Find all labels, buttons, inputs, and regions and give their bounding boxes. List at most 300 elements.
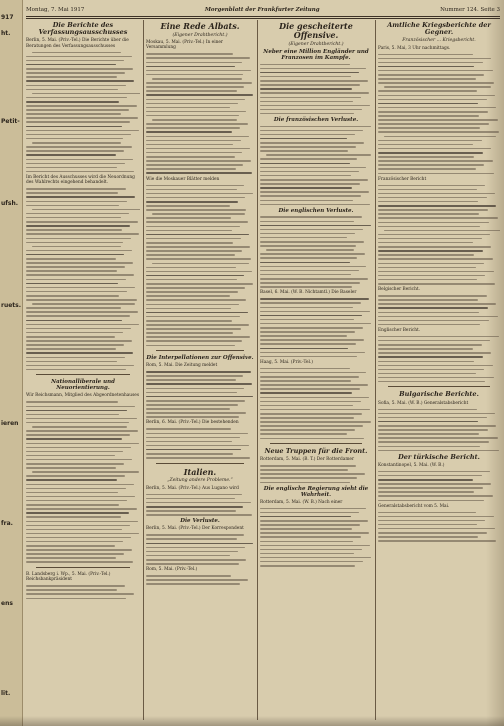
- text-line: [26, 217, 121, 219]
- text-line: [378, 193, 495, 195]
- text-line: [260, 335, 347, 337]
- text-line: [378, 197, 487, 199]
- text-line: [146, 197, 245, 199]
- text-line: [26, 512, 129, 514]
- text-line: [260, 113, 354, 115]
- text-line: [26, 508, 137, 510]
- text-line: [146, 332, 233, 334]
- text-line: [384, 230, 500, 232]
- text-line: [26, 229, 122, 231]
- text-line: [260, 245, 356, 247]
- text-line: [378, 250, 483, 252]
- text-line: [378, 475, 482, 477]
- text-line: [146, 457, 250, 459]
- text-line: [26, 266, 125, 268]
- column-divider: [143, 20, 144, 720]
- col3-heading-3: Die englischen Verluste.: [278, 207, 354, 214]
- text-line: [260, 343, 356, 345]
- text-line: [26, 516, 121, 518]
- text-line: [26, 163, 125, 165]
- text-line: [26, 369, 126, 371]
- text-line: [378, 303, 496, 305]
- text-line: [26, 500, 127, 502]
- edge-fragment: ruets.: [1, 302, 22, 309]
- text-line: [378, 54, 473, 56]
- text-line: [260, 126, 371, 128]
- col4-heading: Amtliche Kriegsberichte der Gegner.: [387, 22, 491, 37]
- text-line: [26, 291, 127, 293]
- text-line: [26, 274, 134, 276]
- text-line: [26, 56, 132, 58]
- text-line: [378, 70, 493, 72]
- text-line: [146, 103, 238, 105]
- col1-paragraph: Im Bericht des Ausschusses wird die Neuordnung des Wahlrechts eingehend behandelt.: [26, 174, 135, 186]
- col3-paragraph: Rotterdam, 5. Mai. (B. T.) Der Rotterdamer: [260, 457, 354, 463]
- text-line: [260, 401, 361, 403]
- text-line: [26, 238, 131, 240]
- col2-text-block: [146, 534, 254, 564]
- text-line: [378, 528, 495, 530]
- col3-heading-4: Neue Truppen für die Front.: [264, 447, 368, 456]
- col1-footer: B. Landsberg i. Wp., 5. Mai. (Priv.-Tel.) Reichsbankpräsident: [26, 571, 111, 583]
- text-line: [146, 445, 249, 447]
- text-line: [378, 140, 482, 142]
- col1-text-block: [26, 401, 140, 563]
- header-rule: [26, 18, 500, 19]
- text-line: [260, 101, 353, 103]
- text-line: [26, 340, 132, 342]
- text-line: [26, 130, 139, 132]
- text-line: [26, 401, 118, 403]
- text-line: [146, 287, 245, 289]
- text-line: [26, 589, 117, 591]
- text-line: [146, 375, 243, 377]
- text-line: [378, 336, 499, 338]
- text-line: [260, 150, 348, 152]
- col2-subheading-3: „Zeitung andere Probleme.“: [167, 478, 233, 484]
- text-line: [26, 311, 138, 313]
- text-line: [378, 267, 476, 269]
- text-line: [146, 379, 236, 381]
- col3-text-block: [260, 126, 372, 206]
- text-line: [378, 148, 491, 150]
- text-line: [146, 371, 251, 373]
- text-line: [260, 175, 351, 177]
- text-line: [146, 453, 233, 455]
- text-line: [260, 68, 366, 70]
- text-line: [146, 160, 251, 162]
- text-line: [378, 90, 477, 92]
- text-line: [32, 142, 121, 144]
- text-line: [260, 187, 352, 189]
- text-line: [146, 437, 240, 439]
- text-line: [26, 213, 129, 215]
- text-line: [26, 496, 135, 498]
- text-line: [146, 441, 232, 443]
- text-line: [260, 253, 365, 255]
- text-line: [26, 138, 123, 140]
- text-line: [146, 205, 230, 207]
- text-line: [378, 316, 498, 318]
- text-line: [378, 450, 499, 452]
- text-line: [260, 183, 360, 185]
- col3-text-block: [260, 298, 372, 357]
- text-line: [260, 233, 355, 235]
- edge-fragment: fra.: [1, 520, 13, 527]
- text-line: [26, 438, 122, 440]
- text-line: [378, 271, 494, 273]
- column-divider: [257, 20, 258, 720]
- text-line: [26, 105, 137, 107]
- text-line: [146, 86, 244, 88]
- text-line: [266, 154, 371, 156]
- text-line: [26, 196, 135, 198]
- col2-text-block: [146, 53, 254, 174]
- text-line: [26, 484, 134, 486]
- text-line: [26, 328, 131, 330]
- text-line: [378, 95, 495, 97]
- col3-heading: Die gescheiterte Offensive.: [279, 22, 353, 40]
- text-line: [266, 249, 354, 251]
- text-line: [146, 99, 245, 101]
- text-line: [260, 528, 352, 530]
- text-line: [260, 97, 361, 99]
- text-line: [260, 109, 362, 111]
- text-line: [378, 66, 474, 68]
- text-line: [378, 123, 489, 125]
- text-line: [260, 465, 356, 467]
- text-line: [146, 107, 230, 109]
- text-line: [260, 397, 369, 399]
- edge-fragment: ht.: [1, 30, 11, 37]
- text-line: [146, 70, 251, 72]
- text-line: [378, 425, 496, 427]
- col3-subheading: (Eigener Drahtbericht.): [288, 41, 344, 47]
- text-line: [26, 459, 132, 461]
- text-line: [378, 365, 493, 367]
- text-line: [378, 144, 473, 146]
- text-line: [260, 348, 348, 350]
- text-line: [146, 555, 230, 557]
- text-line: [26, 299, 137, 301]
- text-line: [146, 230, 232, 232]
- col2-paragraph: Rom, 5. Mai. (Priv.-Tel.): [146, 567, 198, 573]
- text-line: [146, 221, 248, 223]
- text-line: [378, 373, 476, 375]
- text-line: [378, 437, 498, 439]
- text-line: [146, 217, 231, 219]
- text-line: [146, 412, 246, 414]
- text-line: [146, 543, 253, 545]
- text-line: [378, 299, 478, 301]
- text-line: [378, 516, 494, 518]
- text-line: [260, 158, 357, 160]
- text-line: [260, 307, 353, 309]
- text-line: [260, 72, 359, 74]
- text-line: [378, 263, 484, 265]
- text-line: [260, 549, 362, 551]
- text-line: [146, 234, 249, 236]
- section-separator: [36, 567, 130, 568]
- text-line: [146, 510, 236, 512]
- col3-text-block: [260, 64, 372, 115]
- text-line: [260, 80, 368, 82]
- text-line: [260, 429, 355, 431]
- text-line: [26, 406, 135, 408]
- text-line: [260, 225, 371, 227]
- text-line: [260, 339, 364, 341]
- text-line: [146, 498, 235, 500]
- text-line: [26, 430, 138, 432]
- text-line: [260, 565, 355, 567]
- text-line: [146, 185, 244, 187]
- text-line: [378, 238, 482, 240]
- text-line: [260, 536, 361, 538]
- text-line: [32, 246, 121, 248]
- text-line: [260, 421, 371, 423]
- text-line: [378, 156, 474, 158]
- text-line: [378, 127, 480, 129]
- text-line: [26, 336, 115, 338]
- text-line: [378, 369, 484, 371]
- text-line: [146, 304, 239, 306]
- column-2: [146, 22, 254, 714]
- text-line: [260, 204, 370, 206]
- page-header: [26, 4, 500, 17]
- text-line: [146, 408, 230, 410]
- text-line: [152, 78, 242, 80]
- text-line: [26, 418, 137, 420]
- text-line: [378, 487, 483, 489]
- text-line: [260, 298, 369, 300]
- edge-fragment: ens: [1, 600, 13, 607]
- text-line: [146, 295, 230, 297]
- text-line: [260, 508, 366, 510]
- text-line: [260, 237, 347, 239]
- text-line: [260, 88, 352, 90]
- col3-paragraph: Rotterdam, 5. Mai. (W. B.) Nach einer: [260, 499, 343, 505]
- text-line: [378, 324, 480, 326]
- section-separator: [270, 443, 362, 444]
- text-line: [32, 93, 140, 95]
- text-line: [378, 320, 489, 322]
- text-line: [260, 282, 360, 284]
- text-line: [32, 426, 127, 428]
- text-line: [146, 547, 245, 549]
- text-line: [26, 72, 125, 74]
- text-line: [260, 356, 357, 358]
- text-line: [378, 222, 489, 224]
- col2-heading-2: Die Interpellationen zur Offensive.: [146, 355, 254, 362]
- text-line: [26, 549, 132, 551]
- text-line: [146, 275, 244, 277]
- col2-paragraph: Moskau, 5. Mai. (Priv.-Tel.) In einer Versammlung: [146, 40, 223, 51]
- text-line: [260, 512, 359, 514]
- text-line: [26, 64, 116, 66]
- text-line: [146, 90, 237, 92]
- text-line: [260, 520, 368, 522]
- text-line: [260, 327, 363, 329]
- text-line: [260, 171, 359, 173]
- text-line: [146, 320, 232, 322]
- header-masthead: Morgenblatt der Frankfurter Zeitung: [204, 7, 320, 13]
- column-1: [26, 22, 140, 714]
- text-line: [26, 320, 122, 322]
- text-line: [146, 140, 241, 142]
- text-line: [26, 295, 119, 297]
- text-line: [26, 365, 134, 367]
- text-line: [146, 575, 231, 577]
- text-line: [378, 160, 493, 162]
- text-line: [260, 262, 350, 264]
- text-line: [152, 263, 249, 265]
- text-line: [260, 473, 365, 475]
- text-line: [260, 286, 352, 288]
- text-line: [146, 53, 233, 55]
- text-line: [378, 58, 491, 60]
- text-line: [26, 154, 116, 156]
- text-line: [146, 433, 248, 435]
- col3-paragraph: Basel, 6. Mai. (W. B. Nichtamtl.) Die Baseler: [260, 290, 357, 296]
- text-line: [260, 413, 362, 415]
- text-line: [378, 111, 488, 113]
- text-line: [146, 258, 251, 260]
- text-line: [378, 532, 487, 534]
- text-line: [378, 131, 499, 133]
- text-line: [32, 303, 135, 305]
- text-line: [146, 62, 242, 64]
- text-line: [26, 410, 127, 412]
- text-line: [260, 524, 360, 526]
- text-line: [146, 226, 240, 228]
- text-line: [26, 467, 116, 469]
- text-line: [378, 74, 484, 76]
- text-line: [260, 266, 366, 268]
- header-issue: Nummer 124. Seite 3: [440, 7, 500, 13]
- text-line: [146, 66, 235, 68]
- text-line: [146, 131, 232, 133]
- text-line: [378, 82, 494, 84]
- text-line: [378, 99, 487, 101]
- text-line: [26, 434, 130, 436]
- text-line: [26, 146, 132, 148]
- text-line: [260, 64, 350, 66]
- text-line: [26, 167, 117, 169]
- col4-heading-2: Bulgarische Berichte.: [399, 390, 479, 399]
- text-line: [146, 189, 237, 191]
- text-line: [146, 123, 248, 125]
- text-line: [378, 520, 485, 522]
- text-line: [260, 545, 370, 547]
- text-line: [378, 377, 494, 379]
- text-line: [146, 267, 236, 269]
- text-line: [146, 57, 250, 59]
- text-line: [146, 82, 252, 84]
- text-line: [26, 463, 124, 465]
- text-line: [378, 441, 489, 443]
- text-line: [146, 538, 237, 540]
- text-line: [260, 130, 363, 132]
- text-line: [260, 278, 368, 280]
- text-line: [260, 433, 347, 435]
- col3-heading-b: Neber eine Million Engländer und Franzosen im Kampfe.: [263, 48, 369, 61]
- text-line: [378, 185, 485, 187]
- text-line: [146, 388, 244, 390]
- text-line: [146, 254, 235, 256]
- text-line: [260, 392, 352, 394]
- text-line: [146, 396, 253, 398]
- text-line: [260, 84, 360, 86]
- text-line: [378, 540, 496, 542]
- text-line: [260, 409, 370, 411]
- text-line: [260, 216, 362, 218]
- text-line: [146, 404, 238, 406]
- text-line: [146, 246, 250, 248]
- text-line: [146, 148, 250, 150]
- text-line: [26, 159, 133, 161]
- text-line: [146, 172, 252, 174]
- text-line: [146, 336, 250, 338]
- text-line: [26, 352, 133, 354]
- col3-heading-2: Die französischen Verluste.: [273, 116, 359, 123]
- text-line: [260, 191, 369, 193]
- text-line: [260, 195, 361, 197]
- text-line: [378, 205, 496, 207]
- col4-heading-3: Der türkische Bericht.: [398, 452, 480, 461]
- text-line: [26, 80, 134, 82]
- text-line: [26, 492, 118, 494]
- text-line: [26, 76, 117, 78]
- text-line: [26, 113, 121, 115]
- text-line: [378, 409, 477, 411]
- text-line: [26, 315, 130, 317]
- col3-text-block: [260, 465, 372, 483]
- text-line: [378, 226, 480, 228]
- text-line: [260, 384, 368, 386]
- text-line: [260, 302, 361, 304]
- text-line: [378, 213, 479, 215]
- text-line: [260, 405, 353, 407]
- text-line: [26, 225, 130, 227]
- text-line: [146, 514, 252, 516]
- text-line: [260, 532, 369, 534]
- text-line: [146, 559, 246, 561]
- col2-text-block: [146, 185, 254, 347]
- text-line: [26, 134, 131, 136]
- text-line: [378, 429, 488, 431]
- text-line: [146, 328, 241, 330]
- col2-text-block: [146, 494, 254, 516]
- text-line: [26, 521, 138, 523]
- text-line: [146, 579, 248, 581]
- text-line: [260, 557, 371, 559]
- text-line: [146, 316, 240, 318]
- text-line: [260, 92, 369, 94]
- text-line: [146, 209, 246, 211]
- col4-text-block: [378, 295, 500, 325]
- text-line: [146, 242, 233, 244]
- section-separator: [388, 386, 490, 387]
- text-line: [260, 372, 366, 374]
- text-line: [32, 209, 140, 211]
- col3-text-block: [260, 508, 372, 567]
- text-line: [26, 68, 133, 70]
- text-line: [26, 279, 126, 281]
- text-line: [26, 101, 119, 103]
- text-line: [260, 438, 364, 440]
- text-line: [260, 134, 355, 136]
- text-line: [260, 352, 365, 354]
